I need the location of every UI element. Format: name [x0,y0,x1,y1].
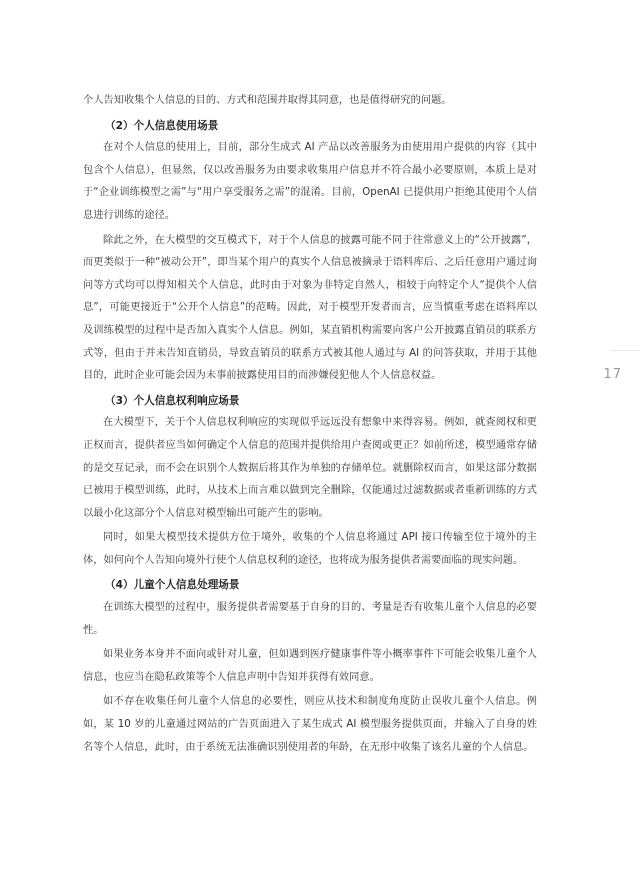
page-number: 17 [603,367,622,382]
paragraph-use-1: 在对个人信息的使用上，目前，部分生成式 AI 产品以改善服务为由使用用户提供的内容（其中包含个人信息），但显然，仅以改善服务为由要求收集用户信息并不符合最小必要原则，本质上是对于“企业训练模型之需”与“用户享受服务之需”的混淆。目前，OpenAI 已提供用户拒绝其使用个人信息进行训练的途径。 [83,142,537,221]
paragraph-children-2: 如果业务本身并不面向或针对儿童，但如遇到医疗健康事件等小概率事件下可能会收集儿童个人信息，也应当在隐私政策等个人信息声明中告知并获得有效同意。 [83,649,537,683]
section-heading-use: （2）个人信息使用场景 [105,119,219,132]
paragraph-rights-2: 同时，如果大模型技术提供方位于境外，收集的个人信息将通过 API 接口传输至位于境外的主体，如何向个人告知向境外行使个人信息权利的途径，也将成为服务提供者需要面临的现实问题。 [83,532,537,566]
paragraph-use-2: 除此之外，在大模型的交互模式下，对于个人信息的披露可能不同于往常意义上的“公开披露”，而更类似于一种“被动公开”，即当某个用户的真实个人信息被摘录于语料库后、之后任意用户通过询问等方式均可以得知相关个人信息，此时由于对象为非特定自然人，相较于向特定个人“提供个人信息”，可能更接近于“公开个人信息”的范畴。因此，对于模型开发者而言，应当慎重考虑在语料库以及训练模型的过程中是否加入真实个人信息。例如，某直销机构需要向客户公开披露直销员的联系方式等，但由于并未告知直销员，导致直销员的联系方式被其他人通过与 AI 的问答获取，并用于其他目的，此时企业可能会因为未事前披露使用目的而涉嫌侵犯他人个人信息权益。 [83,234,537,382]
paragraph-intro: 个人告知收集个人信息的目的、方式和范围并取得其同意，也是值得研究的问题。 [83,95,452,106]
section-heading-children: （4）儿童个人信息处理场景 [105,579,240,592]
paragraph-children-3: 如不存在收集任何儿童个人信息的必要性，则应从技术和制度角度防止误收儿童个人信息。例如，某 10 岁的儿童通过网站的广告页面进入了某生成式 AI 模型服务提供页面，并输入了自身的姓名等个人信息，此时，由于系统无法准确识别使用者的年龄，在无形中收集了该名儿童的个人信息。 [83,696,537,753]
page-number-divider [610,350,640,351]
section-heading-rights: （3）个人信息权利响应场景 [105,394,240,407]
paragraph-children-1: 在训练大模型的过程中，服务提供者需要基于自身的目的、考量是否有收集儿童个人信息的必要性。 [83,602,537,636]
document-body [83,90,537,761]
paragraph-rights-1: 在大模型下，关于个人信息权利响应的实现似乎远远没有想象中来得容易。例如，就查阅权和更正权而言，提供者应当如何确定个人信息的范围并提供给用户查阅或更正？如前所述，模型通常存储的是交互记录，而不会在识别个人数据后将其作为单独的存储单位。就删除权而言，如果这部分数据已被用于模型训练，此时，从技术上而言难以做到完全删除，仅能通过过滤数据或者重新训练的方式以最小化这部分个人信息对模型输出可能产生的影响。 [83,417,537,519]
